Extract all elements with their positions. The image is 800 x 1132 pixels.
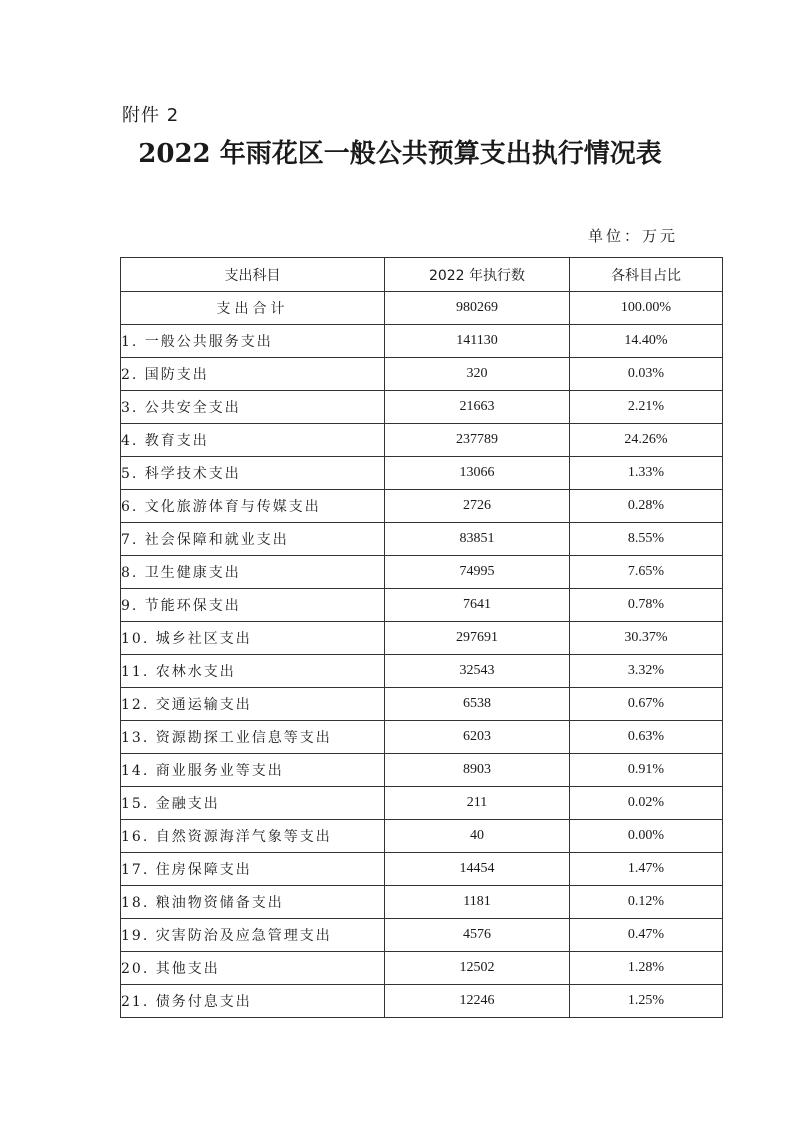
ratio-cell: 0.00% — [570, 820, 723, 853]
subject-cell: 15. 金融支出 — [121, 787, 385, 820]
amount-cell: 40 — [385, 820, 570, 853]
amount-cell: 21663 — [385, 391, 570, 424]
amount-cell: 1181 — [385, 886, 570, 919]
table-row — [121, 325, 723, 358]
ratio-cell: 1.33% — [570, 457, 723, 490]
ratio-cell: 30.37% — [570, 622, 723, 655]
header-amount: 2022 年执行数 — [385, 258, 570, 292]
subject-cell: 7. 社会保障和就业支出 — [121, 523, 385, 556]
ratio-cell: 1.28% — [570, 952, 723, 985]
subject-cell: 3. 公共安全支出 — [121, 391, 385, 424]
table-header-row — [121, 258, 723, 292]
table-row — [121, 457, 723, 490]
table-row — [121, 721, 723, 754]
amount-cell: 32543 — [385, 655, 570, 688]
amount-cell: 8903 — [385, 754, 570, 787]
amount-cell: 237789 — [385, 424, 570, 457]
ratio-cell: 2.21% — [570, 391, 723, 424]
subject-cell: 17. 住房保障支出 — [121, 853, 385, 886]
amount-cell: 297691 — [385, 622, 570, 655]
total-amount-cell: 980269 — [385, 292, 570, 325]
subject-cell: 1. 一般公共服务支出 — [121, 325, 385, 358]
ratio-cell: 0.78% — [570, 589, 723, 622]
table-row — [121, 985, 723, 1018]
subject-cell: 14. 商业服务业等支出 — [121, 754, 385, 787]
table-row — [121, 853, 723, 886]
subject-cell: 21. 债务付息支出 — [121, 985, 385, 1018]
table-row — [121, 754, 723, 787]
ratio-cell: 8.55% — [570, 523, 723, 556]
subject-cell: 16. 自然资源海洋气象等支出 — [121, 820, 385, 853]
amount-cell: 320 — [385, 358, 570, 391]
ratio-cell: 3.32% — [570, 655, 723, 688]
table-row — [121, 655, 723, 688]
table-row — [121, 886, 723, 919]
attachment-label: 附件 2 — [122, 105, 180, 126]
table-row — [121, 391, 723, 424]
ratio-cell: 0.47% — [570, 919, 723, 952]
table-row — [121, 952, 723, 985]
ratio-cell: 0.02% — [570, 787, 723, 820]
amount-cell: 141130 — [385, 325, 570, 358]
subject-cell: 10. 城乡社区支出 — [121, 622, 385, 655]
amount-cell: 14454 — [385, 853, 570, 886]
table-total-row — [121, 292, 723, 325]
amount-cell: 6203 — [385, 721, 570, 754]
ratio-cell: 7.65% — [570, 556, 723, 589]
amount-cell: 74995 — [385, 556, 570, 589]
ratio-cell: 14.40% — [570, 325, 723, 358]
total-name-cell: 支出合计 — [121, 292, 385, 325]
header-ratio: 各科目占比 — [570, 258, 723, 292]
subject-cell: 9. 节能环保支出 — [121, 589, 385, 622]
ratio-cell: 0.28% — [570, 490, 723, 523]
subject-cell: 18. 粮油物资储备支出 — [121, 886, 385, 919]
table-row — [121, 523, 723, 556]
subject-cell: 12. 交通运输支出 — [121, 688, 385, 721]
total-ratio-cell: 100.00% — [570, 292, 723, 325]
ratio-cell: 1.47% — [570, 853, 723, 886]
amount-cell: 211 — [385, 787, 570, 820]
amount-cell: 13066 — [385, 457, 570, 490]
header-subject: 支出科目 — [121, 258, 385, 292]
ratio-cell: 0.63% — [570, 721, 723, 754]
amount-cell: 4576 — [385, 919, 570, 952]
subject-cell: 5. 科学技术支出 — [121, 457, 385, 490]
subject-cell: 13. 资源勘探工业信息等支出 — [121, 721, 385, 754]
table-row — [121, 556, 723, 589]
table-row — [121, 787, 723, 820]
budget-expenditure-table — [120, 257, 723, 1018]
subject-cell: 19. 灾害防治及应急管理支出 — [121, 919, 385, 952]
ratio-cell: 0.91% — [570, 754, 723, 787]
table-row — [121, 919, 723, 952]
ratio-cell: 0.67% — [570, 688, 723, 721]
table-row — [121, 589, 723, 622]
document-title: 2022 年雨花区一般公共预算支出执行情况表 — [138, 139, 662, 169]
amount-cell: 6538 — [385, 688, 570, 721]
amount-cell: 12246 — [385, 985, 570, 1018]
subject-cell: 8. 卫生健康支出 — [121, 556, 385, 589]
amount-cell: 7641 — [385, 589, 570, 622]
ratio-cell: 0.03% — [570, 358, 723, 391]
ratio-cell: 1.25% — [570, 985, 723, 1018]
table-row — [121, 688, 723, 721]
subject-cell: 4. 教育支出 — [121, 424, 385, 457]
subject-cell: 2. 国防支出 — [121, 358, 385, 391]
amount-cell: 2726 — [385, 490, 570, 523]
unit-label: 单位：万元 — [587, 227, 678, 245]
ratio-cell: 0.12% — [570, 886, 723, 919]
subject-cell: 6. 文化旅游体育与传媒支出 — [121, 490, 385, 523]
table-row — [121, 622, 723, 655]
table-row — [121, 358, 723, 391]
amount-cell: 12502 — [385, 952, 570, 985]
ratio-cell: 24.26% — [570, 424, 723, 457]
subject-cell: 20. 其他支出 — [121, 952, 385, 985]
table-row — [121, 490, 723, 523]
subject-cell: 11. 农林水支出 — [121, 655, 385, 688]
amount-cell: 83851 — [385, 523, 570, 556]
table-row — [121, 820, 723, 853]
table-row — [121, 424, 723, 457]
